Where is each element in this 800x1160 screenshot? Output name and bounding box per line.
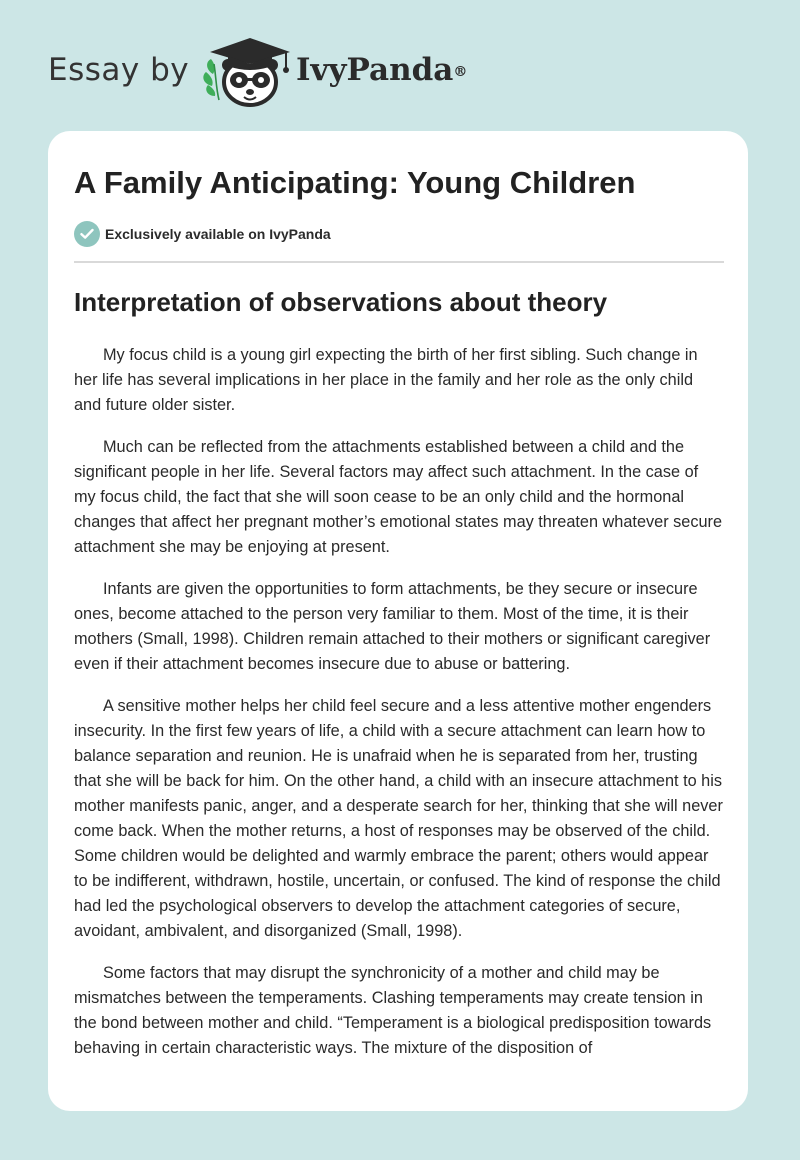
paragraph: Infants are given the opportunities to form attachments, be they secure or insecure ones, become attached to the person very familiar to them. Most of the time, it is their mothers (Small, 1998). Children remain attached to their mothers or significant caregiver even if their attachment becomes insecure due to abuse or battering. [74,580,711,673]
paragraph: My focus child is a young girl expecting the birth of her first sibling. Such change in her life has several implications in her place in the family and her role as the only child and future older sister. [74,346,698,414]
exclusive-badge [74,221,331,247]
check-circle-icon [74,221,100,247]
ivypanda-logo-icon[interactable] [200,34,296,110]
paragraph: Much can be reflected from the attachments established between a child and the significant people in her life. Several factors may affect such attachment. In the case of my focus child, the fact that she will soon cease to be an only child and the hormonal changes that affect her pregnant mother’s emotional states may threaten whatever secure attachment she may be enjoying at present. [74,438,723,556]
paragraph: A sensitive mother helps her child feel secure and a less attentive mother engenders insecurity. In the first few years of life, a child with a secure attachment can learn how to balance separation and reunion. He is unafraid when he is separated from her, trusting that she will be back for him. On the other hand, a child with an insecure attachment to his mother manifests panic, anger, and a desperate search for her, thinking that she will never come back. When the mother returns, a host of responses may be observed of the child. Some children would be delighted and warmly embrace the parent; others would appear to be indifferent, withdrawn, hostile, uncertain, or confused. The kind of response the child had led the psychological observers to develop the attachment categories of secure, avoidant, ambivalent, and disorganized (Small, 1998). [74,697,723,940]
site-header [0,0,800,130]
page-title: A Family Anticipating: Young Children [74,165,636,200]
registered-mark: ® [453,64,468,80]
essay-body [74,343,724,1078]
paragraph: Some factors that may disrupt the synchronicity of a mother and child may be mismatches between the temperaments. Clashing temperaments may create tension in the bond between mother and child. “Temperament is a biological predisposition towards behaving in certain characteristic ways. The mixture of the disposition of [74,964,712,1057]
leaf-icon [203,59,219,100]
section-heading: Interpretation of observations about theory [74,287,608,317]
divider [74,261,724,263]
essay-card [48,131,748,1111]
essay-by-label: Essay by [48,52,190,88]
brand-name[interactable] [296,50,467,90]
brand-label: IvyPanda [296,52,454,88]
exclusive-label: Exclusively available on IvyPanda [105,226,331,242]
